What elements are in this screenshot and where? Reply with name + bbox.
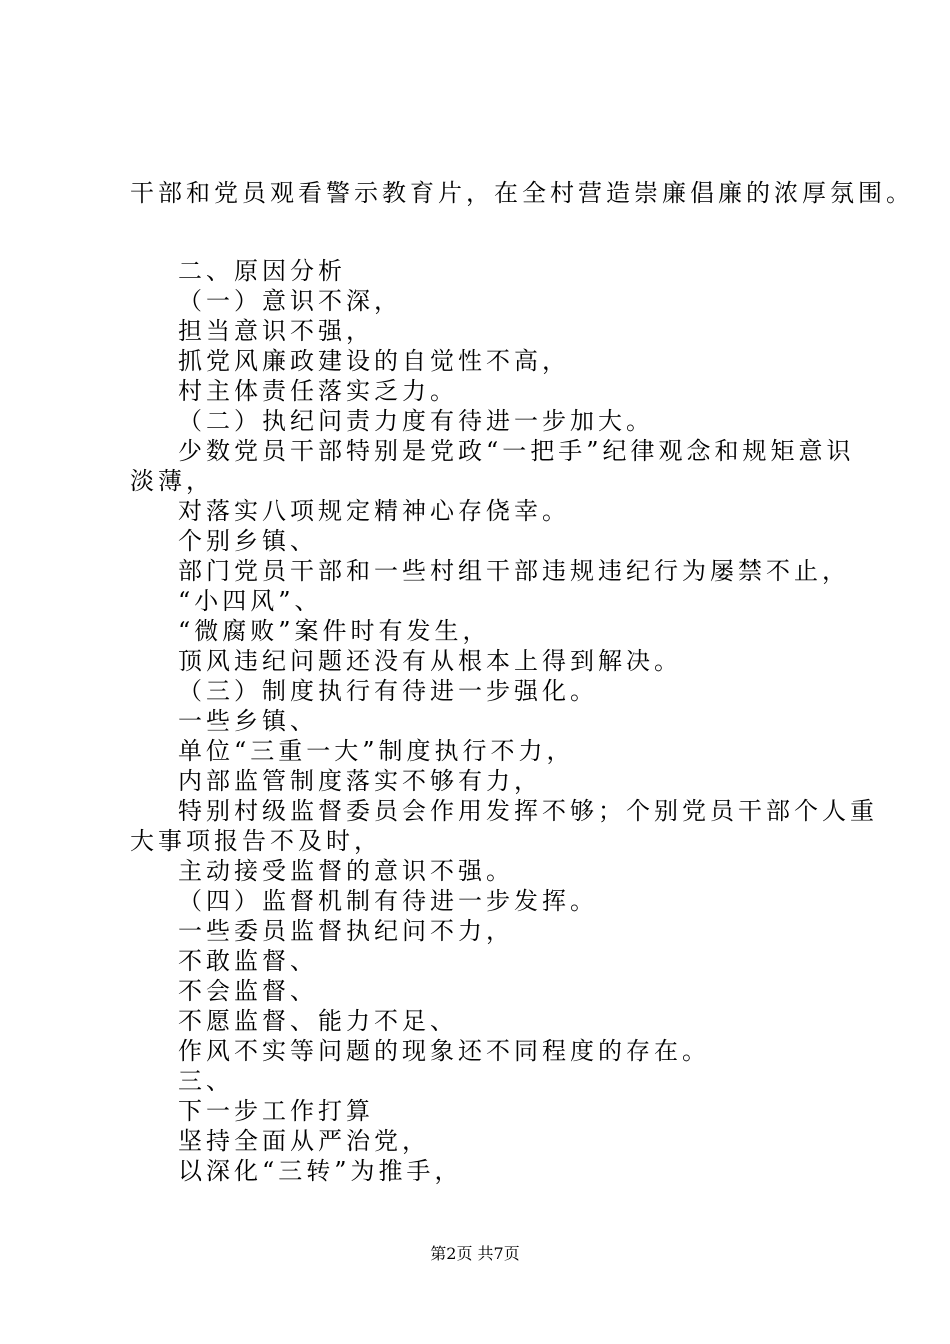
paragraph-line: “小四风”、 xyxy=(178,587,323,615)
paragraph-line: 一些乡镇、 xyxy=(178,707,318,735)
paragraph-line: 特别村级监督委员会作用发挥不够；个别党员干部个人重 xyxy=(178,797,878,825)
paragraph-line: 淡薄， xyxy=(130,467,214,495)
paragraph-line: 作风不实等问题的现象还不同程度的存在。 xyxy=(178,1037,710,1065)
paragraph-line: 主动接受监督的意识不强。 xyxy=(178,857,514,885)
paragraph-line: 大事项报告不及时， xyxy=(130,827,382,855)
paragraph-line: 单位“三重一大”制度执行不力， xyxy=(178,737,575,765)
subsection-heading: （三）制度执行有待进一步强化。 xyxy=(178,677,598,705)
paragraph-line: 对落实八项规定精神心存侥幸。 xyxy=(178,497,570,525)
section-heading: 三、 xyxy=(178,1067,234,1095)
paragraph-line: 不愿监督、能力不足、 xyxy=(178,1007,458,1035)
paragraph-line: 部门党员干部和一些村组干部违规违纪行为屡禁不止， xyxy=(178,557,850,585)
document-body xyxy=(130,178,914,1186)
page-number-footer: 第2页 共7页 xyxy=(430,1244,520,1263)
paragraph-line: 以深化“三转”为推手， xyxy=(178,1157,463,1185)
paragraph-line: 个别乡镇、 xyxy=(178,527,318,555)
section-heading: 二、原因分析 xyxy=(178,257,346,285)
paragraph-line: 少数党员干部特别是党政“一把手”纪律观念和规矩意识 xyxy=(178,437,855,465)
paragraph-line: 坚持全面从严治党， xyxy=(178,1127,430,1155)
paragraph-line: 内部监管制度落实不够有力， xyxy=(178,767,542,795)
paragraph-line: “微腐败”案件时有发生， xyxy=(178,617,491,645)
paragraph-line: 抓党风廉政建设的自觉性不高， xyxy=(178,347,570,375)
subsection-heading: （一）意识不深， xyxy=(178,287,402,315)
paragraph-line: 下一步工作打算 xyxy=(178,1097,374,1125)
paragraph-line: 不敢监督、 xyxy=(178,947,318,975)
paragraph-line: 村主体责任落实乏力。 xyxy=(178,377,458,405)
paragraph-line: 不会监督、 xyxy=(178,977,318,1005)
paragraph-line: 顶风违纪问题还没有从根本上得到解决。 xyxy=(178,647,682,675)
paragraph-line: 担当意识不强， xyxy=(178,317,374,345)
subsection-heading: （二）执纪问责力度有待进一步加大。 xyxy=(178,407,654,435)
paragraph-line: 干部和党员观看警示教育片，在全村营造崇廉倡廉的浓厚氛围。 xyxy=(130,179,914,207)
subsection-heading: （四）监督机制有待进一步发挥。 xyxy=(178,887,598,915)
paragraph-gap xyxy=(130,208,850,256)
paragraph-line: 一些委员监督执纪问不力， xyxy=(178,917,514,945)
